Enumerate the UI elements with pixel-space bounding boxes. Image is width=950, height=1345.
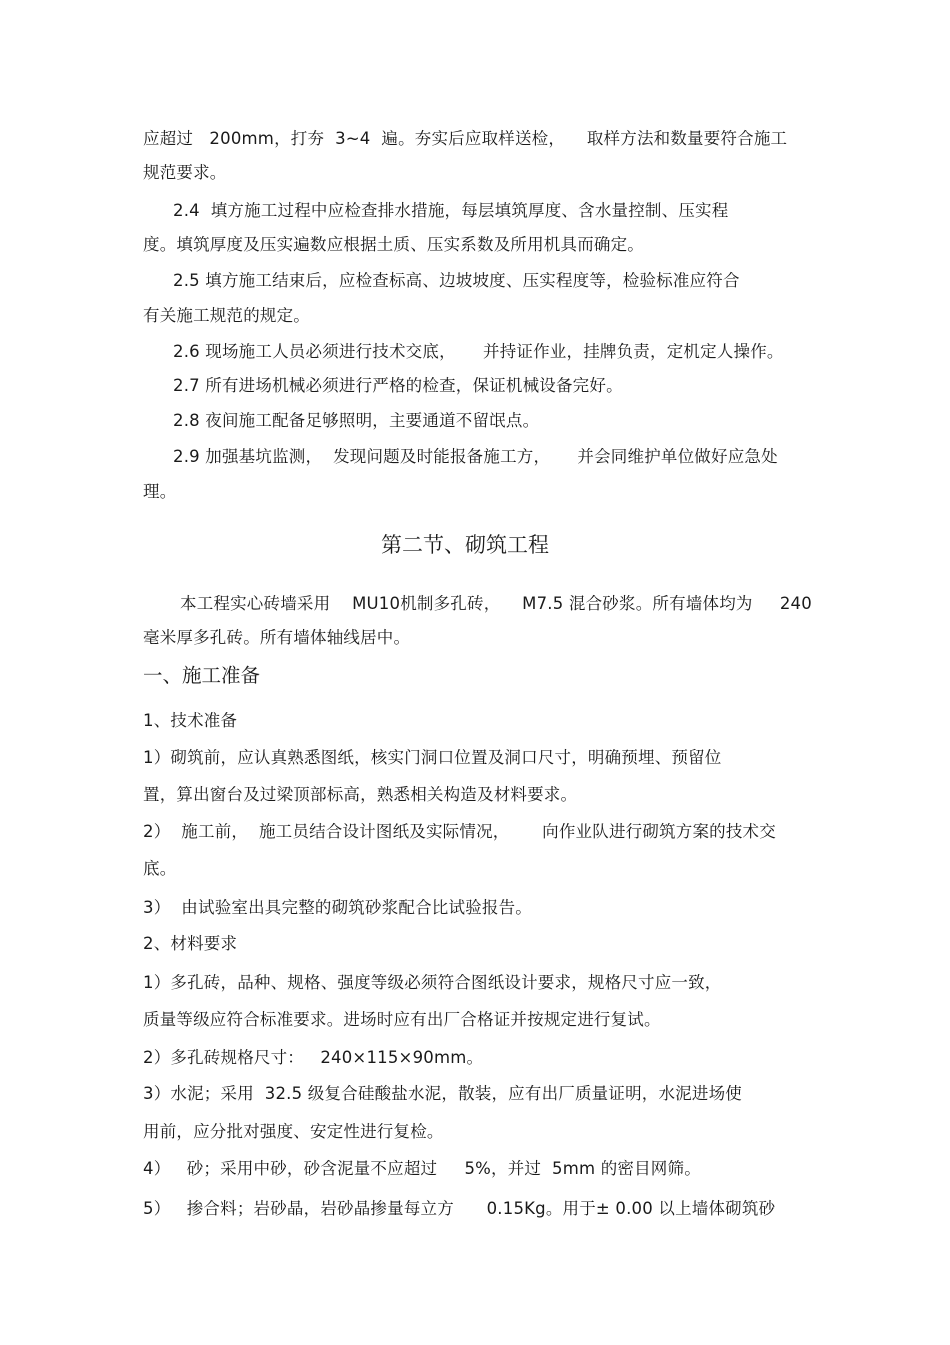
list-item: 2） 施工前， 施工员结合设计图纸及实际情况， 向作业队进行砌筑方案的技术交 [143, 822, 776, 841]
text-line: 用前，应分批对强度、安定性进行复检。 [143, 1122, 444, 1141]
list-item: 2）多孔砖规格尺寸： 240×115×90mm。 [143, 1048, 484, 1067]
text-line: 有关施工规范的规定。 [143, 306, 310, 325]
list-item: 4） 砂；采用中砂，砂含泥量不应超过 5%，并过 5mm 的密目网筛。 [143, 1159, 701, 1178]
clause-2-7: 2.7 所有进场机械必须进行严格的检查，保证机械设备完好。 [173, 376, 623, 395]
text-line: 规范要求。 [143, 163, 227, 182]
text-line: 应超过 200mm，打夯 3~4 遍。夯实后应取样送检， 取样方法和数量要符合施工 [143, 129, 788, 148]
text-line: 度。填筑厚度及压实遍数应根据土质、压实系数及所用机具而确定。 [143, 235, 644, 254]
clause-2-4: 2.4 填方施工过程中应检查排水措施，每层填筑厚度、含水量控制、压实程 [173, 201, 729, 220]
text-line: 置，算出窗台及过梁顶部标高，熟悉相关构造及材料要求。 [143, 785, 578, 804]
list-item: 1）多孔砖，品种、规格、强度等级必须符合图纸设计要求，规格尺寸应一致， [143, 973, 722, 992]
intro-paragraph: 本工程实心砖墙采用 MU10机制多孔砖， M7.5 混合砂浆。所有墙体均为 240 [180, 594, 812, 613]
clause-2-6: 2.6 现场施工人员必须进行技术交底， 并持证作业，挂牌负责，定机定人操作。 [173, 342, 784, 361]
text-line: 底。 [143, 859, 177, 878]
text-line: 质量等级应符合标准要求。进场时应有出厂合格证并按规定进行复试。 [143, 1010, 661, 1029]
list-item: 3）水泥；采用 32.5 级复合硅酸盐水泥，散装，应有出厂质量证明，水泥进场使 [143, 1084, 742, 1103]
clause-2-5: 2.5 填方施工结束后，应检查标高、边坡坡度、压实程度等，检验标准应符合 [173, 271, 740, 290]
text-line: 毫米厚多孔砖。所有墙体轴线居中。 [143, 628, 411, 647]
text-line: 理。 [143, 482, 177, 501]
subheading-technical: 1、技术准备 [143, 711, 238, 730]
list-item: 1）砌筑前，应认真熟悉图纸，核实门洞口位置及洞口尺寸，明确预埋、预留位 [143, 748, 722, 767]
clause-2-9: 2.9 加强基坑监测， 发现问题及时能报备施工方， 并会同维护单位做好应急处 [173, 447, 778, 466]
list-item: 3） 由试验室出具完整的砌筑砂浆配合比试验报告。 [143, 898, 532, 917]
subheading-materials: 2、材料要求 [143, 934, 238, 953]
heading-preparation: 一、施工准备 [143, 664, 261, 687]
clause-2-8: 2.8 夜间施工配备足够照明，主要通道不留氓点。 [173, 411, 540, 430]
section-title: 第二节、砌筑工程 [381, 533, 549, 557]
list-item: 5） 掺合料；岩砂晶，岩砂晶掺量每立方 0.15Kg。用于± 0.00 以上墙体砌筑砂 [143, 1199, 776, 1218]
